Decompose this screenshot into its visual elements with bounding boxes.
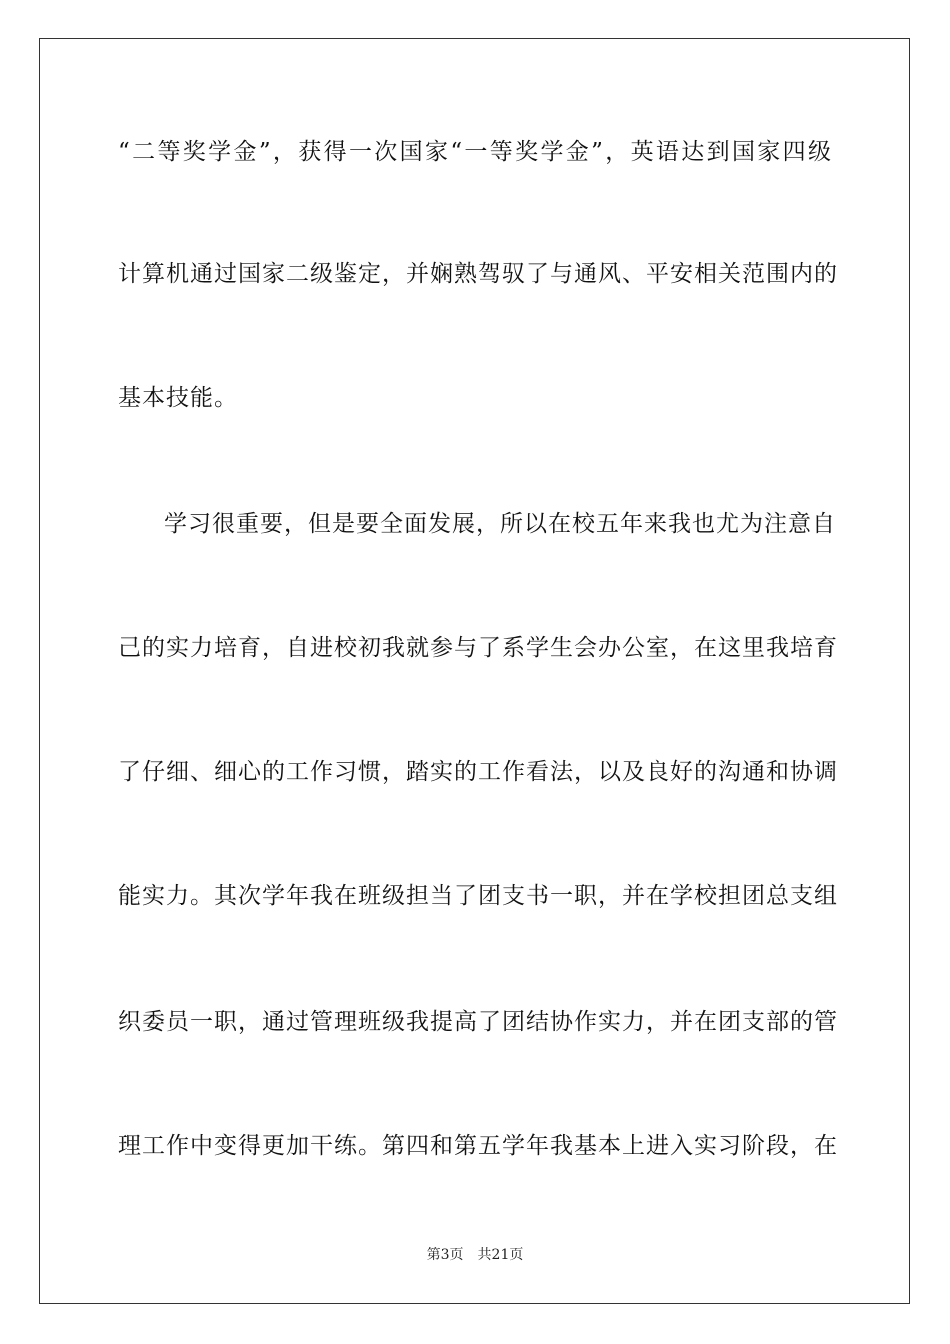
- text-line-3: 基本技能。: [118, 385, 238, 411]
- page-number: 第3页: [426, 1247, 464, 1263]
- text-line-2: 计算机通过国家二级鉴定，并娴熟驾驭了与通风、平安相关范围内的: [118, 261, 838, 287]
- text-line-4: 学习很重要，但是要全面发展，所以在校五年来我也尤为注意自: [164, 511, 836, 537]
- text-line-1: “二等奖学金”，获得一次国家“一等奖学金”，英语达到国家四级: [118, 139, 832, 165]
- page-total: 共21页: [477, 1247, 524, 1263]
- text-line-7: 能实力。其次学年我在班级担当了团支书一职，并在学校担团总支组: [118, 883, 838, 909]
- text-line-9: 理工作中变得更加干练。第四和第五学年我基本上进入实习阶段，在: [118, 1133, 838, 1159]
- text-line-5: 己的实力培育，自进校初我就参与了系学生会办公室，在这里我培育: [118, 635, 838, 661]
- text-line-6: 了仔细、细心的工作习惯，踏实的工作看法，以及良好的沟通和协调: [118, 759, 838, 785]
- text-line-8: 织委员一职，通过管理班级我提高了团结协作实力，并在团支部的管: [118, 1009, 838, 1035]
- page-frame: [39, 38, 910, 1304]
- page-footer: [0, 1245, 950, 1265]
